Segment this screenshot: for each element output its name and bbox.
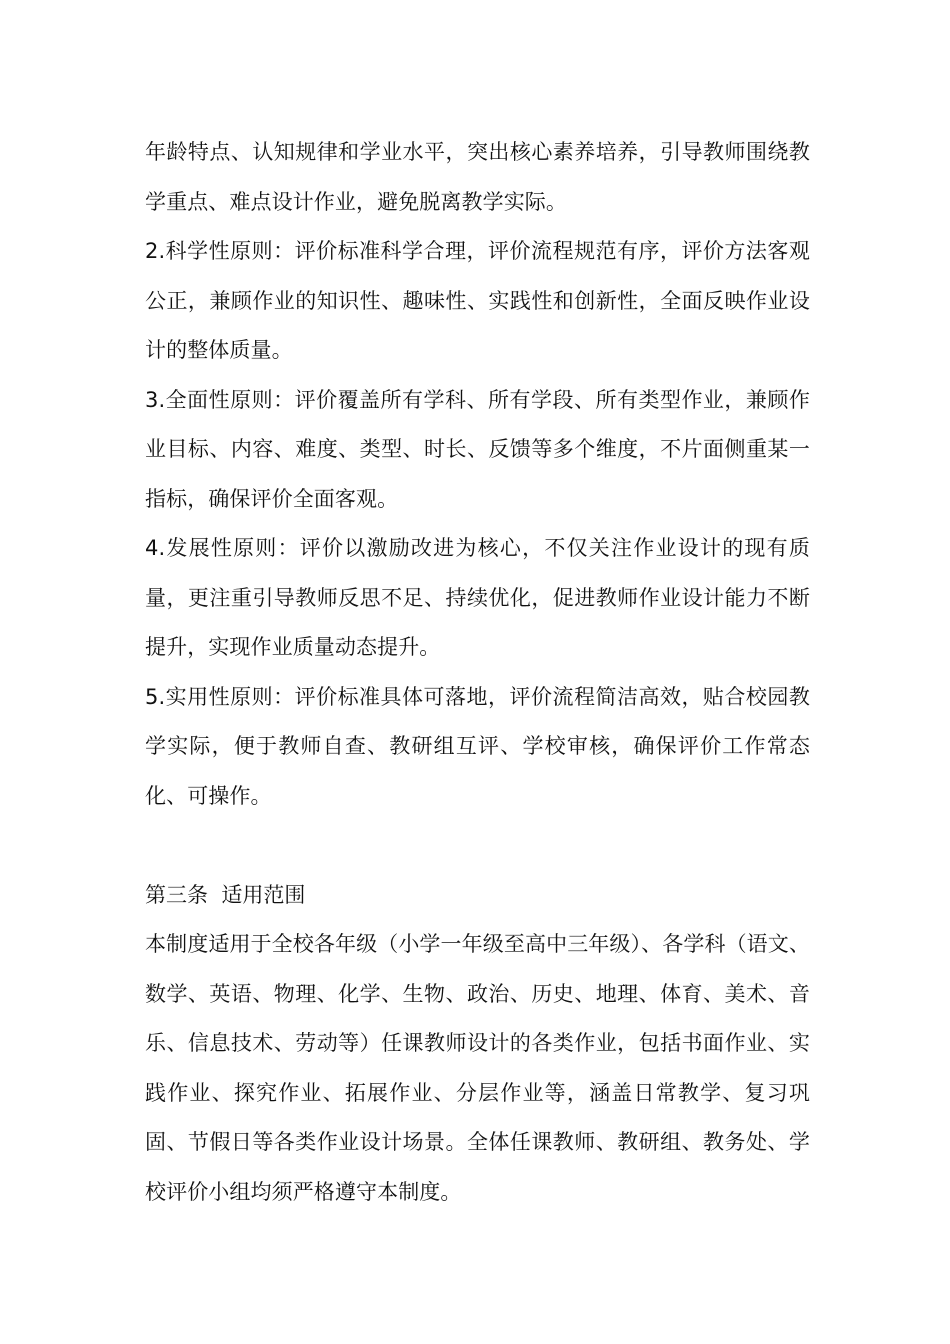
intro-paragraph-tail: 年龄特点、认知规律和学业水平，突出核心素养培养，引导教师围绕教学重点、难点设计作业，避免脱离教学实际。 <box>145 140 810 214</box>
section-spacer <box>145 821 810 871</box>
section-3-heading: 第三条 适用范围 <box>145 882 306 907</box>
principle-scientific: 2.科学性原则：评价标准科学合理，评价流程规范有序，评价方法客观公正，兼顾作业的知识性、趣味性、实践性和创新性，全面反映作业设计的整体质量。 <box>145 239 810 362</box>
principle-comprehensive: 3.全面性原则：评价覆盖所有学科、所有学段、所有类型作业，兼顾作业目标、内容、难度、类型、时长、反馈等多个维度，不片面侧重某一指标，确保评价全面客观。 <box>145 387 810 511</box>
document-page <box>145 128 810 1217</box>
principle-practical: 5.实用性原则：评价标准具体可落地，评价流程简洁高效，贴合校园教学实际，便于教师自查、教研组互评、学校审核，确保评价工作常态化、可操作。 <box>145 684 810 808</box>
principle-developmental: 4.发展性原则：评价以激励改进为核心，不仅关注作业设计的现有质量，更注重引导教师反思不足、持续优化，促进教师作业设计能力不断提升，实现作业质量动态提升。 <box>145 536 810 659</box>
section-3-body: 本制度适用于全校各年级（小学一年级至高中三年级）、各学科（语文、数学、英语、物理、化学、生物、政治、历史、地理、体育、美术、音乐、信息技术、劳动等）任课教师设计的各类作业，包括书面作业、实践作业、探究作业、拓展作业、分层作业等，涵盖日常教学、复习巩固、节假日等各类作业设计场景。全体任课教师、教研组、教务处、学校评价小组均须严格遵守本制度。 <box>145 932 810 1204</box>
